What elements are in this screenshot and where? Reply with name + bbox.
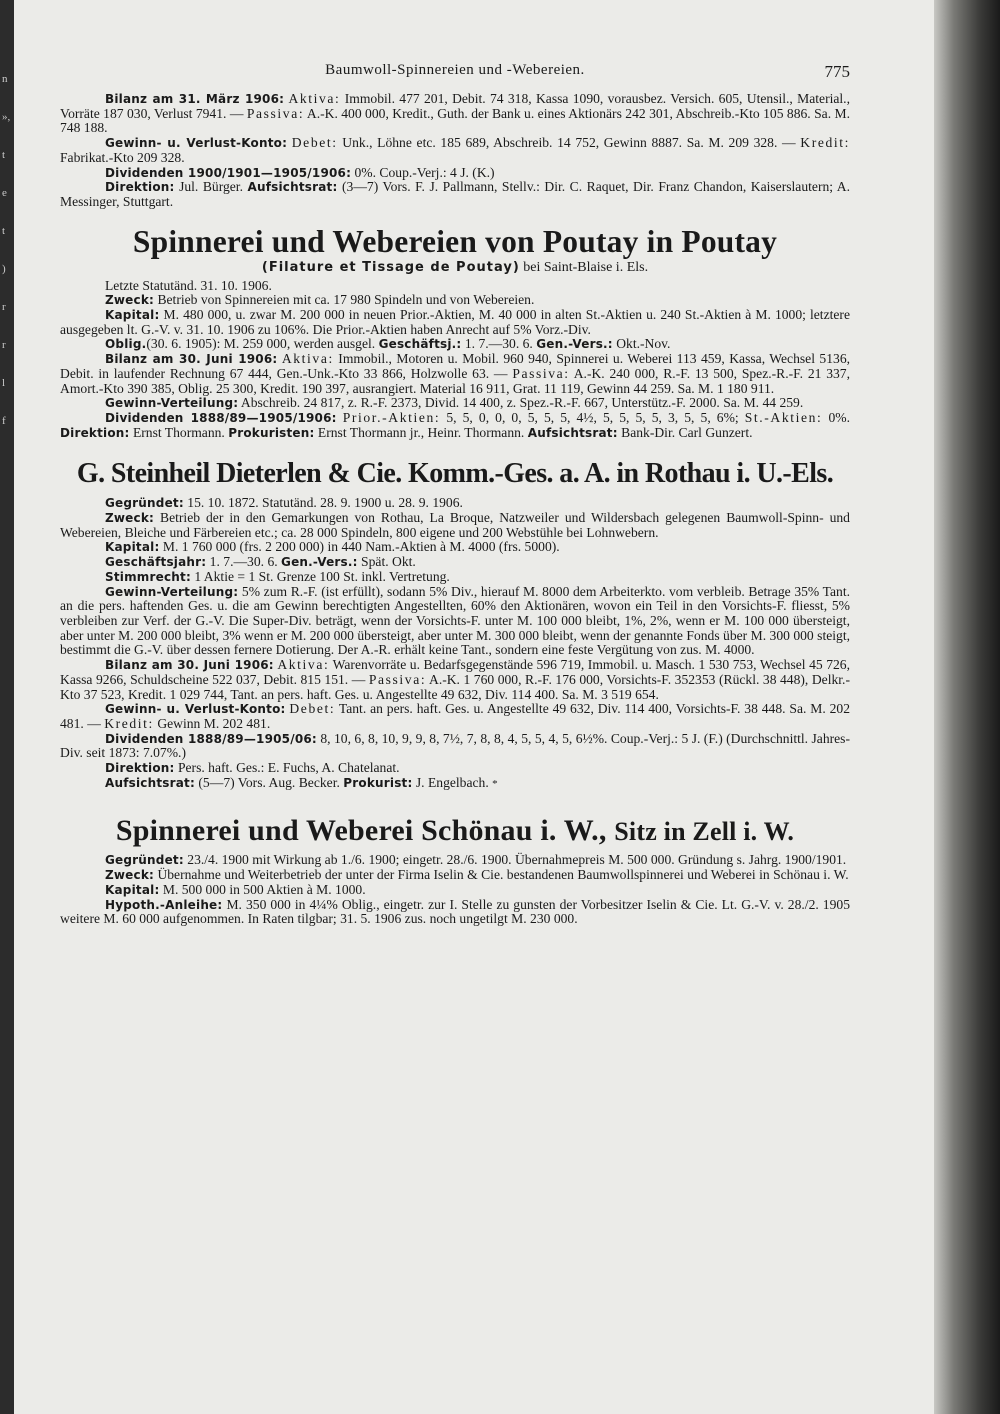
prokuristen-text: Ernst Thormann jr., Heinr. Thormann. — [317, 424, 525, 440]
gutter-mark: t — [2, 225, 6, 237]
geschaeftsjahr-paragraph — [60, 555, 850, 570]
stimmrecht-label: Stimmrecht: — [105, 569, 191, 584]
kredit-text: Fabrikat.-Kto 209 328. — [60, 149, 185, 165]
direktion-paragraph — [60, 761, 850, 776]
dividenden-paragraph — [60, 732, 850, 761]
direktion-text: Pers. haft. Ges.: E. Fuchs, A. Chatelanat. — [177, 760, 400, 776]
gutter-mark: t — [2, 149, 6, 161]
passiva-label: Passiva: — [246, 105, 305, 121]
gutter-mark: r — [2, 339, 6, 351]
gen-vers-label: Gen.-Vers.: — [536, 337, 613, 352]
subtitle-location: bei Saint-Blaise i. Els. — [523, 259, 649, 275]
gegruendet-text: 15. 10. 1872. Statutänd. 28. 9. 1900 u. 28. 9. 1906. — [187, 495, 463, 511]
bilanz-paragraph — [60, 658, 850, 702]
kapital-label: Kapital: — [105, 882, 160, 897]
subtitle-french-name: (Filature et Tissage de Poutay) — [261, 259, 520, 275]
debet-label: Debet: — [291, 135, 338, 151]
kredit-label: Kredit: — [800, 135, 851, 151]
geschaeftsjahr-text: 1. 7.—30. 6. — [209, 554, 278, 570]
oblig-text: (30. 6. 1905): M. 259 000, werden ausgel. — [146, 336, 376, 352]
gutter-mark: f — [2, 415, 6, 427]
direktion-paragraph — [60, 180, 850, 209]
gv-konto-label: Gewinn- u. Verlust-Konto: — [105, 136, 288, 151]
entry-title — [60, 813, 850, 850]
bilanz-label: Bilanz am 30. Juni 1906: — [105, 352, 278, 367]
debet-label: Debet: — [289, 701, 336, 717]
entry-schoenau — [60, 813, 850, 927]
zweck-paragraph — [60, 293, 850, 308]
gv-konto-label: Gewinn- u. Verlust-Konto: — [105, 702, 286, 717]
aufsichtsrat-paragraph — [60, 776, 850, 792]
gewinn-verteilung-text: Abschreib. 24 817, z. R.-F. 2373, Divid. 14 400, z. Spez.-R.-F. 667, Unterstütz.-F. 2000. Sa. M. 44 259. — [240, 395, 804, 411]
gutter-mark: l — [2, 377, 6, 389]
gutter-mark: ) — [2, 263, 6, 275]
entry-subtitle — [60, 260, 850, 276]
oblig-paragraph — [60, 337, 850, 352]
direktion-text: Jul. Bürger. — [179, 179, 243, 195]
gewinn-verteilung-text: 5% zum R.-F. (ist erfüllt), sodann 5% Div., hierauf M. 8000 dem Arbeiterkto. vom verbleib. Betrage 35% Tant. an die pers. haftenden Ges. u. die am Gewinn berechtigten Angestellten, 60% den Aktionären, wovon ein Teil in den Vorsichts-F. fliesst, 5% verbleiben zur Verf. der G.-V. Die Super-Div. beträgt, wenn der Vorsichts-F. unter M. 100 000 bleibt, 1%, 2%, wenn er M. 100 000 übersteigt, aber unter M. 200 000 bleibt, 3% wenn er M. 200 000 übersteigt, aber unter M. 300 000 bleibt, wenn der genannte Fonds über M. 300 000 steigt, bestimmt die G.-V. über dessen fernere Dotierung. Der A.-R. erhält keine Tant., sondern eine feste Vergütung von zus. M. 4000. — [60, 583, 850, 658]
st-aktien-label: St.-Aktien: — [744, 409, 823, 425]
gutter-mark: n — [2, 73, 8, 85]
stimmrecht-paragraph — [60, 570, 850, 585]
aufsichtsrat-text: Bank-Dir. Carl Gunzert. — [621, 424, 753, 440]
entry-steinheil — [60, 456, 850, 791]
zweck-text: Übernahme und Weiterbetrieb der unter der Firma Iselin & Cie. bestandenen Baumwollspinnerei und Weberei in Schönau i. W. — [157, 867, 849, 883]
gv-konto-paragraph — [60, 702, 850, 731]
aufsichtsrat-label: Aufsichtsrat: — [247, 180, 338, 195]
aufsichtsrat-text: (5—7) Vors. Aug. Becker. — [198, 774, 340, 790]
zweck-text: Betrieb von Spinnereien mit ca. 17 980 Spindeln und von Webereien. — [157, 292, 535, 308]
entry-previous — [60, 92, 850, 210]
debet-text: Unk., Löhne etc. 185 689, Abschreib. 14 752, Gewinn 8887. Sa. M. 209 328. — — [342, 135, 796, 151]
kapital-text: M. 1 760 000 (frs. 2 200 000) in 440 Nam.-Aktien à M. 4000 (frs. 5000). — [162, 539, 560, 555]
kapital-paragraph — [60, 883, 850, 898]
zweck-label: Zweck: — [105, 868, 155, 883]
oblig-label: Oblig. — [105, 337, 147, 352]
gegruendet-paragraph — [60, 853, 850, 868]
prior-aktien-text: 5, 5, 0, 0, 0, 5, 5, 5, 4½, 5, 5, 5, 5, 3, 5, 5, 6%; — [446, 409, 739, 425]
gegruendet-paragraph — [60, 496, 850, 511]
page-content — [60, 62, 850, 927]
passiva-label: Passiva: — [368, 671, 427, 687]
kapital-paragraph — [60, 540, 850, 555]
bilanz-label: Bilanz am 31. März 1906: — [105, 92, 285, 106]
entry-title-main: Spinnerei und Weberei Schönau i. W., — [115, 814, 607, 848]
bilanz-label: Bilanz am 30. Juni 1906: — [105, 658, 274, 673]
running-header — [60, 62, 850, 92]
entry-title-sitz: Sitz in Zell i. W. — [614, 817, 795, 847]
dividenden-text: 8, 10, 6, 8, 10, 9, 9, 8, 7½, 7, 8, 8, 4, 5, 5, 4, 5, 6½%. Coup.-Verj.: 5 J. (F.) (Durchschnittl. Jahres-Div. seit 1873: 7.07%.) — [60, 730, 850, 761]
dividenden-label: Dividenden 1900/1901—1905/1906: — [105, 165, 352, 180]
zweck-text: Betrieb der in den Gemarkungen von Rothau, La Broque, Natzweiler und Wildersbach gelegenen Baumwoll-Spinn- und Webereien, Bleiche und Färbereien etc.; ca. 28 000 Spindeln, 800 eigene und 200 Webstühle bei Lohnwebern. — [60, 510, 850, 540]
gegruendet-label: Gegründet: — [105, 853, 184, 868]
entry-title: G. Steinheil Dieterlen & Cie. Komm.-Ges. a. A. in Rothau i. U.-Els. — [76, 458, 834, 490]
dividenden-paragraph — [60, 411, 850, 440]
bilanz-passiva-text: A.-K. 400 000, Kredit., Guth. der Bank u. eines Aktionärs 242 301, Abschreib.-Kto 105 886. Sa. M. 748 188. — [60, 105, 851, 136]
dividenden-text: 0%. Coup.-Verj.: 4 J. (K.) — [354, 164, 495, 180]
prokuristen-label: Prokuristen: — [228, 425, 315, 440]
direktion-label: Direktion: — [60, 425, 130, 440]
bilanz-paragraph — [60, 352, 850, 396]
kredit-label: Kredit: — [104, 715, 154, 731]
entry-title: Spinnerei und Webereien von Poutay in Poutay — [132, 223, 778, 259]
geschaeftsjahr-label: Geschäftsjahr: — [105, 555, 207, 570]
direktion-text: Ernst Thormann. — [132, 424, 225, 440]
gen-vers-text: Spät. Okt. — [361, 554, 416, 570]
gewinn-verteilung-paragraph — [60, 585, 850, 659]
geschaeftsjahr-text: 1. 7.—30. 6. — [464, 336, 533, 352]
stimmrecht-text: 1 Aktie = 1 St. Grenze 100 St. inkl. Vertretung. — [194, 568, 450, 584]
gutter-characters — [2, 60, 14, 440]
hypothek-paragraph — [60, 898, 850, 927]
zweck-paragraph — [60, 868, 850, 883]
zweck-label: Zweck: — [105, 511, 155, 526]
kapital-text: M. 500 000 in 500 Aktien à M. 1000. — [162, 881, 366, 897]
kapital-label: Kapital: — [105, 308, 160, 323]
running-title: Baumwoll-Spinnereien und -Webereien. — [325, 62, 585, 78]
gewinn-verteilung-paragraph — [60, 396, 850, 411]
prior-aktien-label: Prior.-Aktien: — [342, 409, 441, 425]
statut-paragraph: Letzte Statutänd. 31. 10. 1906. — [105, 277, 272, 293]
aktiva-label: Aktiva: — [288, 91, 341, 106]
entry-poutay — [60, 224, 850, 441]
hypothek-text: M. 350 000 in 4¼% Oblig., eingetr. zur I. Stelle zu gunsten der Vorbesitzer Iselin & Cie. Lt. G.-V. v. 28./2. 1905 weitere M. 60 000 aufgenommen. In Raten tilgbar; 31. 5. 1906 zus. noch ungetilgt M. 230 000. — [60, 896, 850, 927]
zweck-paragraph — [60, 511, 850, 540]
zweck-label: Zweck: — [105, 293, 155, 308]
aktiva-label: Aktiva: — [277, 657, 330, 673]
aufsichtsrat-label: Aufsichtsrat: — [105, 775, 195, 790]
dividenden-label: Dividenden 1888/89—1905/1906: — [105, 410, 337, 425]
passiva-label: Passiva: — [512, 365, 570, 381]
kredit-text: Gewinn M. 202 481. — [157, 715, 271, 731]
st-aktien-text: 0%. — [828, 409, 851, 425]
gegruendet-label: Gegründet: — [105, 496, 184, 511]
gewinn-verteilung-label: Gewinn-Verteilung: — [105, 396, 239, 411]
prokurist-text: J. Engelbach. — [415, 774, 489, 790]
right-binding-edge — [934, 0, 1000, 1414]
gutter-mark: e — [2, 187, 7, 199]
prokurist-label: Prokurist: — [343, 775, 413, 790]
gen-vers-label: Gen.-Vers.: — [281, 555, 358, 570]
bilanz-passiva-text: A.-K. 1 760 000, R.-F. 176 000, Vorsichts-F. 352353 (Rückl. 38 448), Delkr.-Kto 37 523, Kredit. 1 029 744, Tant. an pers. haft. Ges. u. Angestellte 49 632, Div. 114 400. Sa. M. 3 519 654. — [60, 671, 850, 702]
gv-konto-paragraph — [60, 136, 850, 165]
gutter-mark: r — [2, 301, 6, 313]
bilanz-aktiva-text: Immobil., Motoren u. Mobil. 960 940, Spinnerei u. Weberei 113 459, Kassa, Wechsel 5136, Debit. in laufender Rechnung 67 444, Gen.-Unk.-Kto 33 866, Holzwolle 63. — — [60, 351, 851, 381]
gutter-mark: », — [2, 111, 11, 123]
bilanz-paragraph — [60, 92, 850, 136]
kapital-label: Kapital: — [105, 540, 160, 555]
kapital-paragraph — [60, 308, 850, 337]
aktiva-label: Aktiva: — [281, 351, 334, 367]
aufsichtsrat-label: Aufsichtsrat: — [527, 425, 618, 440]
aufsichtsrat-text: (3—7) Vors. F. J. Pallmann, Stellv.: Dir. C. Raquet, Dir. Franz Chandon, Kaiserslautern; A. Messinger, Stuttgart. — [60, 179, 851, 209]
hypothek-label: Hypoth.-Anleihe: — [105, 897, 223, 912]
direktion-label: Direktion: — [105, 180, 175, 195]
dividenden-paragraph — [60, 166, 850, 181]
geschaeftsjahr-label: Geschäftsj.: — [378, 337, 462, 352]
gen-vers-text: Okt.-Nov. — [616, 336, 671, 352]
kapital-text: M. 480 000, u. zwar M. 200 000 in neuen Prior.-Aktien, M. 40 000 in alten St.-Aktien u. 240 St.-Aktien à M. 1000; letztere ausgegeben lt. G.-V. v. 31. 10. 1906 zu 106%. Die Prior.-Aktien haben Anrecht auf 5% Vorz.-Div. — [60, 307, 850, 337]
bilanz-aktiva-text: Immobil. 477 201, Debit. 74 318, Kassa 1090, vorausbez. Versich. 605, Utensil., Material., Vorräte 187 030, Verlust 7941. — — [60, 91, 850, 121]
page-number: 775 — [824, 62, 850, 81]
bilanz-aktiva-text: Warenvorräte u. Bedarfsgegenstände 596 719, Immobil. u. Masch. 1 530 753, Wechsel 45 726, Kassa 9266, Schuldscheine 522 037, Debit. 815 151. — — [60, 657, 851, 687]
direktion-label: Direktion: — [105, 761, 175, 776]
end-mark: * — [492, 777, 498, 790]
debet-text: Tant. an pers. haft. Ges. u. Angestellte 49 632, Div. 114 400, Vorsichts-F. 38 448. Sa. M. 202 481. — — [60, 701, 850, 731]
left-binding-edge — [0, 0, 14, 1414]
bilanz-passiva-text: A.-K. 240 000, R.-F. 13 500, Spez.-R.-F. 21 337, Amort.-Kto 390 385, Oblig. 25 300, Kredit. 190 397, ausrangiert. Material 16 911, Grat. 11 119, Gewinn 44 259. Sa. M. 1 180 911. — [60, 365, 850, 396]
dividenden-label: Dividenden 1888/89—1905/06: — [105, 731, 317, 746]
gewinn-verteilung-label: Gewinn-Verteilung: — [105, 584, 239, 599]
gegruendet-text: 23./4. 1900 mit Wirkung ab 1./6. 1900; eingetr. 28./6. 1900. Übernahmepreis M. 500 000. Gründung s. Jahrg. 1900/1901. — [187, 852, 847, 868]
